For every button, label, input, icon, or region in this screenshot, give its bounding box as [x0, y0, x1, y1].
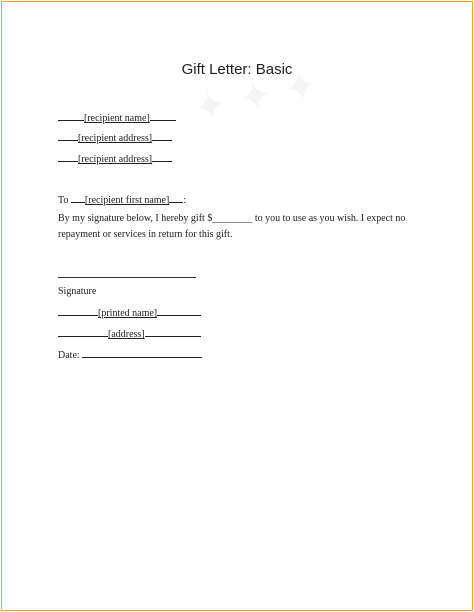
printed-name-field: [printed name]: [98, 308, 158, 319]
to-prefix: To: [58, 195, 69, 206]
date-label: Date:: [58, 350, 80, 361]
recipient-address-line-2: [58, 152, 172, 165]
recipient-address-field-2: [recipient address]: [78, 154, 153, 165]
blank-underline: [150, 111, 176, 121]
blank-underline: [58, 306, 98, 316]
blank-underline: [152, 131, 172, 141]
recipient-first-name-field: [recipient first name]: [84, 195, 170, 206]
salutation-line: [58, 193, 186, 206]
date-blank-underline: [82, 348, 202, 358]
blank-underline: [58, 152, 78, 162]
recipient-name-field: [recipient name]: [84, 113, 150, 124]
recipient-address-field-1: [recipient address]: [78, 133, 153, 144]
address-field: [address]: [108, 329, 145, 340]
blank-underline: [58, 131, 78, 141]
to-suffix: :: [183, 195, 187, 206]
blank-underline: [169, 193, 183, 203]
page-title: Gift Letter: Basic: [181, 61, 293, 78]
blank-underline: [58, 327, 108, 337]
recipient-name-line: [58, 111, 176, 124]
blank-underline: [152, 152, 172, 162]
date-line: [58, 348, 202, 361]
body-line-2: repayment or services in return for this gift.: [58, 229, 233, 240]
printed-name-line: [58, 306, 201, 319]
blank-underline: [145, 327, 201, 337]
address-line: [58, 327, 201, 340]
body-line-1: By my signature below, I hereby gift $________ to you to use as you wish. I expect no: [58, 213, 406, 224]
recipient-address-line-1: [58, 131, 172, 144]
blank-underline: [71, 193, 85, 203]
blank-underline: [58, 111, 84, 121]
blank-underline: [157, 306, 201, 316]
signature-line: [58, 277, 196, 278]
signature-label: Signature: [58, 286, 97, 297]
